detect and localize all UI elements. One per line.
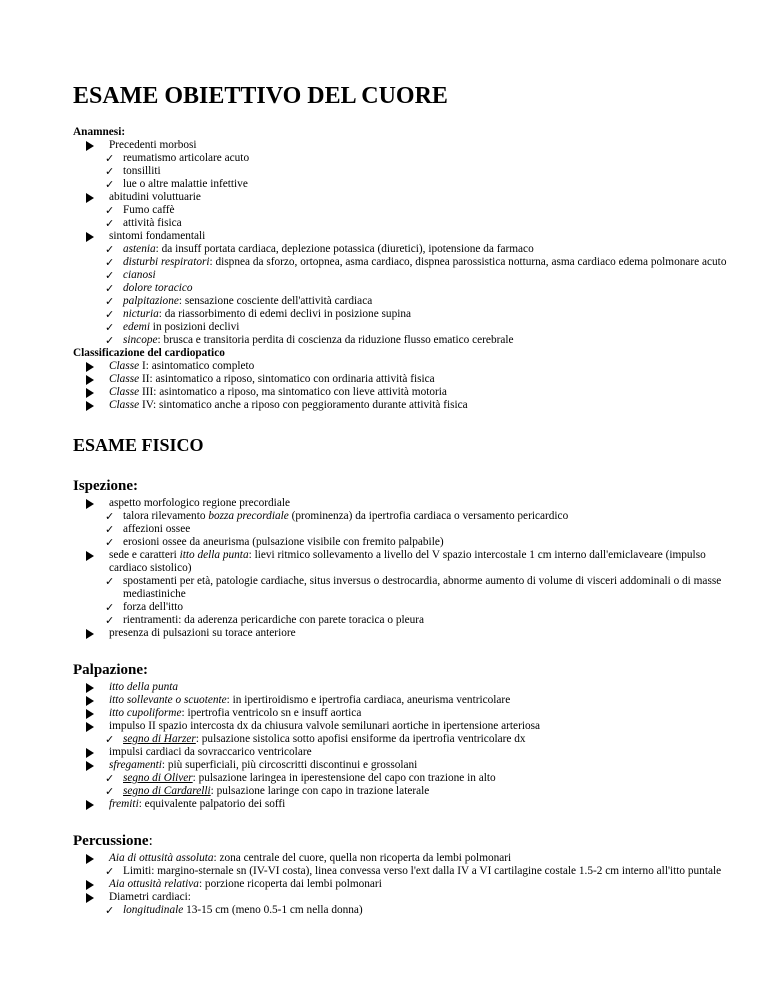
list-item: impulso II spazio intercosta dx da chiusura valvole semilunari aortiche in ipertensione arteriosa xyxy=(73,720,728,733)
list-item: Aia ottusità relativa: porzione ricoperta dai lembi polmonari xyxy=(73,878,728,891)
list-item: ✓ forza dell'itto xyxy=(105,601,184,614)
list-item: ✓ disturbi respiratori: dispnea da sforzo, ortopnea, asma cardiaco, dispnea parossistica notturna, asma cardiaco edema polmonare acuto xyxy=(105,256,727,269)
checkmark-bullet-icon: ✓ xyxy=(105,865,115,878)
checkmark-bullet-icon: ✓ xyxy=(105,523,115,536)
list-item: ✓ erosioni ossee da aneurisma (pulsazione visibile con fremito palpabile) xyxy=(105,536,444,549)
list-item: ✓ Fumo caffè xyxy=(105,204,175,217)
list-item: abitudini voluttuarie xyxy=(73,191,728,204)
list-item: ✓ longitudinale 13-15 cm (meno 0.5-1 cm nella donna) xyxy=(105,904,363,917)
checkmark-bullet-icon: ✓ xyxy=(105,510,115,523)
checkmark-bullet-icon: ✓ xyxy=(105,243,115,256)
checkmark-bullet-icon: ✓ xyxy=(105,308,115,321)
list-item: ✓ nicturia: da riassorbimento di edemi declivi in posizione supina xyxy=(105,308,412,321)
anamnesi-label: Anamnesi: xyxy=(73,126,126,138)
list-item: ✓ segno di Cardarelli: pulsazione laringe con capo in trazione laterale xyxy=(105,785,430,798)
list-item: itto sollevante o scuotente: in ipertiroidismo e ipertrofia cardiaca, aneurisma ventricolare xyxy=(73,694,728,707)
checkmark-bullet-icon: ✓ xyxy=(105,614,115,627)
section-heading-esame-fisico: ESAME FISICO xyxy=(73,435,204,455)
list-item: fremiti: equivalente palpatorio dei soffi xyxy=(73,798,728,811)
checkmark-bullet-icon: ✓ xyxy=(105,256,115,269)
checkmark-bullet-icon: ✓ xyxy=(105,152,115,165)
list-item: ✓ edemi in posizioni declivi xyxy=(105,321,240,334)
checkmark-bullet-icon: ✓ xyxy=(105,601,115,614)
arrow-bullet-icon xyxy=(86,798,94,814)
classificazione-label: Classificazione del cardiopatico xyxy=(73,347,225,359)
list-item: Precedenti morbosi xyxy=(73,139,728,152)
list-item: presenza di pulsazioni su torace anteriore xyxy=(73,627,728,640)
list-item: Classe I: asintomatico completo xyxy=(73,360,728,373)
list-item: impulsi cardiaci da sovraccarico ventricolare xyxy=(73,746,728,759)
list-item: ✓ talora rilevamento bozza precordiale (prominenza) da ipertrofia cardiaca o versamento pericardico xyxy=(105,510,569,523)
list-item: ✓ segno di Harzer: pulsazione sistolica sotto apofisi ensiforme da ipertrofia ventricolare dx xyxy=(105,733,526,746)
list-item: ✓ tonsilliti xyxy=(105,165,161,178)
checkmark-bullet-icon: ✓ xyxy=(105,772,115,785)
list-item: Classe II: asintomatico a riposo, sintomatico con ordinaria attività fisica xyxy=(73,373,728,386)
checkmark-bullet-icon: ✓ xyxy=(105,904,115,917)
list-item: ✓ palpitazione: sensazione cosciente dell'attività cardiaca xyxy=(105,295,373,308)
list-item: ✓ Limiti: margino-sternale sn (IV-VI costa), linea convessa verso l'ext dalla IV a VI cartilagine costale 1.5-2 cm interno all'itto puntale xyxy=(105,865,722,878)
list-item: Classe IV: sintomatico anche a riposo con peggioramento durante attività fisica xyxy=(73,399,728,412)
arrow-bullet-icon xyxy=(86,627,94,643)
palpazione-heading: Palpazione: xyxy=(73,662,148,678)
percussione-heading: Percussione: xyxy=(73,833,153,849)
checkmark-bullet-icon: ✓ xyxy=(105,334,115,347)
checkmark-bullet-icon: ✓ xyxy=(105,575,115,588)
checkmark-bullet-icon: ✓ xyxy=(105,178,115,191)
list-item: itto cupoliforme: ipertrofia ventricolo sn e insuff aortica xyxy=(73,707,728,720)
list-item: Diametri cardiaci: xyxy=(73,891,728,904)
checkmark-bullet-icon: ✓ xyxy=(105,536,115,549)
checkmark-bullet-icon: ✓ xyxy=(105,217,115,230)
page-title: ESAME OBIETTIVO DEL CUORE xyxy=(73,83,448,109)
list-item: aspetto morfologico regione precordiale xyxy=(73,497,728,510)
list-item: ✓ attività fisica xyxy=(105,217,182,230)
arrow-bullet-icon xyxy=(86,399,94,415)
list-item: ✓ lue o altre malattie infettive xyxy=(105,178,248,191)
list-item: sfregamenti: più superficiali, più circoscritti discontinui e grossolani xyxy=(73,759,728,772)
list-item: ✓ cianosi xyxy=(105,269,156,282)
list-item: ✓ dolore toracico xyxy=(105,282,193,295)
list-item: ✓ sincope: brusca e transitoria perdita di coscienza da riduzione flusso ematico cerebrale xyxy=(105,334,514,347)
checkmark-bullet-icon: ✓ xyxy=(105,321,115,334)
arrow-bullet-icon xyxy=(86,549,94,565)
list-item: sede e caratteri itto della punta: lievi ritmico sollevamento a livello del V spazio intercostale 1 cm interno dall'emiclaveare (impulso cardiaco sistolico) xyxy=(73,549,728,575)
checkmark-bullet-icon: ✓ xyxy=(105,785,115,798)
list-item: ✓ rientramenti: da aderenza pericardiche con parete toracica o pleura xyxy=(105,614,425,627)
checkmark-bullet-icon: ✓ xyxy=(105,295,115,308)
list-item: Aia di ottusità assoluta: zona centrale del cuore, quella non ricoperta da lembi polmonari xyxy=(73,852,728,865)
checkmark-bullet-icon: ✓ xyxy=(105,165,115,178)
list-item: ✓ affezioni ossee xyxy=(105,523,191,536)
checkmark-bullet-icon: ✓ xyxy=(105,269,115,282)
list-item: Classe III: asintomatico a riposo, ma sintomatico con lieve attività motoria xyxy=(73,386,728,399)
list-item: ✓ segno di Oliver: pulsazione laringea in iperestensione del capo con trazione in alto xyxy=(105,772,496,785)
list-item: itto della punta xyxy=(73,681,728,694)
checkmark-bullet-icon: ✓ xyxy=(105,204,115,217)
checkmark-bullet-icon: ✓ xyxy=(105,282,115,295)
checkmark-bullet-icon: ✓ xyxy=(105,733,115,746)
list-item: ✓ spostamenti per età, patologie cardiache, situs inversus o destrocardia, abnorme aumento di volume di visceri addominali o di masse mediastiniche xyxy=(105,575,722,600)
ispezione-heading: Ispezione: xyxy=(73,478,138,494)
list-item: ✓ reumatismo articolare acuto xyxy=(105,152,250,165)
list-item: ✓ astenia: da insuff portata cardiaca, deplezione potassica (diuretici), ipotensione da farmaco xyxy=(105,243,534,256)
list-item: sintomi fondamentali xyxy=(73,230,728,243)
